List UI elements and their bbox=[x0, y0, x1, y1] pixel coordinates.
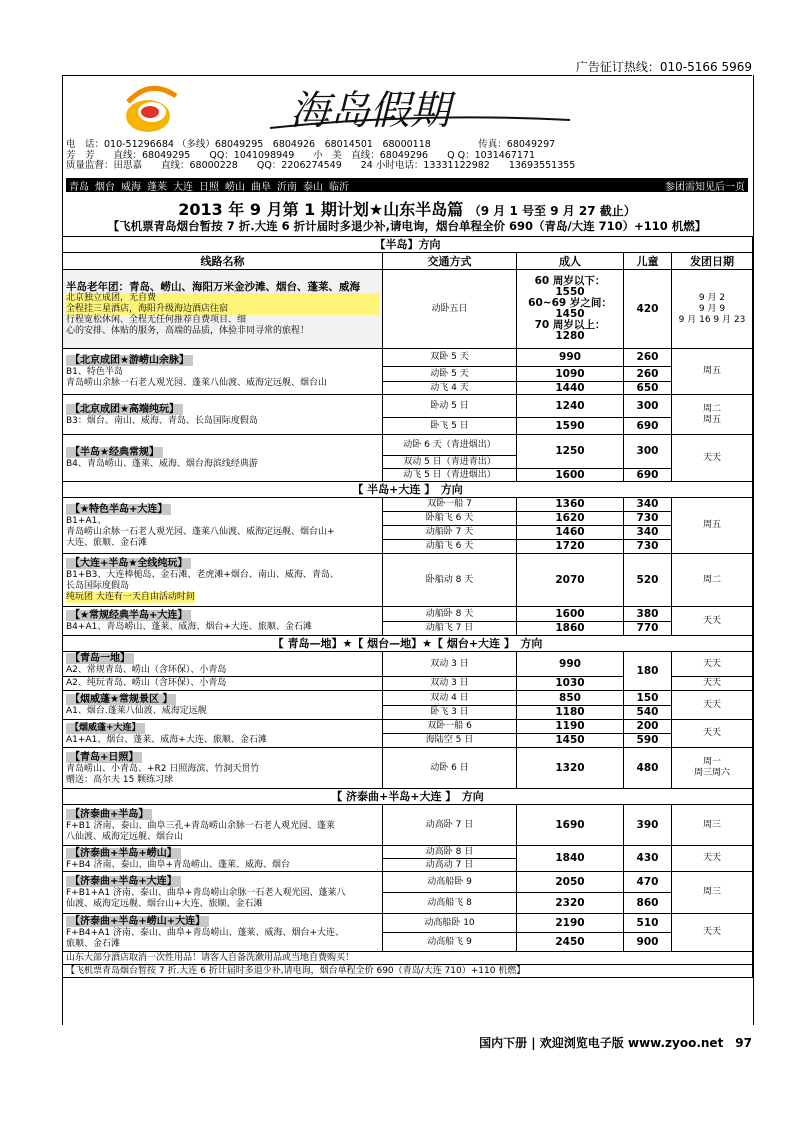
table-row: 【济泰曲+半岛+崂山】 F+B4 济南、泰山、曲阜+青岛崂山、蓬莱、威海、烟台 动高卧 8 日 1840 430 天天 bbox=[63, 846, 753, 859]
section-header: 【 青岛—地】★【 烟台—地】★【 烟台+大连 】 方向 bbox=[63, 636, 753, 652]
ad-hotline: 广告征订热线：010-5166 5969 bbox=[575, 60, 752, 74]
route-desc: B1+A1、 bbox=[66, 515, 107, 526]
depart-dates: 9 月 2 9 月 9 9 月 16 9 月 23 bbox=[672, 270, 753, 349]
route-desc: F+B4 济南、泰山、曲阜+青岛崂山、蓬莱、威海、烟台 bbox=[66, 859, 291, 870]
table-row: 【烟威蓬+大连】 A1+A1、烟台、蓬莱、威海+大连、旅顺、金石滩 双卧一船 6 1190 200 天天 bbox=[63, 720, 753, 734]
table-row: 动高动 7 日 bbox=[63, 859, 753, 872]
table-row bbox=[63, 270, 753, 349]
brand-logo bbox=[120, 82, 600, 138]
adult-price: 1250 bbox=[517, 435, 624, 469]
route-highlight: 北京独立成团，无自费 bbox=[66, 293, 379, 304]
route-desc: B1、特色半岛 bbox=[66, 367, 123, 377]
route-desc: F+B4+A1 济南、泰山、曲阜+青岛崂山、蓬莱、威海、烟台+大连、 bbox=[66, 928, 344, 938]
table-row: 双动 5 日（青进青出） bbox=[63, 456, 753, 469]
table-row: 动飞 4 天 1440 650 bbox=[63, 382, 753, 395]
route-desc: B4、青岛崂山、蓬莱、威海、烟台海滨线经典游 bbox=[66, 459, 258, 469]
route-desc: B4+A1、青岛崂山、蓬莱、威海、烟台+大连、旅顺、金石滩 bbox=[66, 622, 312, 632]
logo-text: 海岛假期 bbox=[290, 88, 450, 134]
contact-block bbox=[66, 140, 746, 172]
depart-dates: 周五 bbox=[672, 349, 753, 395]
table-row: 动船飞 6 天 1720 730 bbox=[63, 540, 753, 554]
route-title: 【半岛★经典常规】 bbox=[66, 447, 163, 458]
transport: 卧船动 8 天 bbox=[383, 554, 517, 607]
col-date: 发团日期 bbox=[672, 253, 753, 270]
table-row: 动船飞 7 日 1860 770 bbox=[63, 622, 753, 636]
depart-dates: 周五 bbox=[672, 498, 753, 554]
child-price: 300 bbox=[624, 435, 672, 469]
child-price: 180 bbox=[624, 652, 672, 691]
route-title: 【烟威蓬★常规景区 】 bbox=[66, 694, 176, 705]
col-transport: 交通方式 bbox=[383, 253, 517, 270]
route-desc: B3：烟台、南山、威海、青岛、长岛国际度假岛 bbox=[66, 415, 258, 426]
transport: 卧动 5 日 bbox=[383, 395, 517, 418]
route-title: 【青岛+日照】 bbox=[66, 752, 142, 763]
nav-item: 泰山 bbox=[303, 181, 323, 193]
route-desc: A2、常规青岛、崂山（含环保）、小青岛 bbox=[66, 665, 227, 675]
route-title: 【北京成团★高端纯玩】 bbox=[66, 404, 183, 415]
route-desc: B1+B3、大连棒槌岛、金石滩、老虎滩+烟台、南山、威海、青岛、 bbox=[66, 570, 339, 580]
adult-price: 1240 bbox=[517, 395, 624, 418]
table-row: 【烟威蓬★常规景区 】 A1、烟台.蓬莱八仙渡、威海定远舰 双动 4 日 850 150 天天 bbox=[63, 691, 753, 706]
title-main: 2013 年 9 月第 1 期计划★山东半岛篇 bbox=[178, 200, 464, 219]
route-title: 【烟威蓬+大连】 bbox=[66, 723, 145, 734]
table-row: 动船卧 7 天 1460 340 bbox=[63, 526, 753, 540]
route-highlight: 纯玩团 大连有一天自由活动时间 bbox=[66, 592, 195, 602]
adult-price: 2070 bbox=[517, 554, 624, 607]
route-title: 【北京成团★游崂山余脉】 bbox=[66, 355, 193, 366]
route-title: 【★常规经典半岛+大连】 bbox=[66, 610, 191, 621]
table-row: 卧船飞 6 天 1620 730 bbox=[63, 512, 753, 526]
contact-line-3: 质量监督：田思嘉 直线：68000228 QQ：2206274549 24 小时电话：13331122982 13693551355 bbox=[66, 160, 576, 171]
nav-item: 日照 bbox=[199, 181, 219, 193]
table-row: 动卧 5 天 1090 260 bbox=[63, 367, 753, 382]
route-desc: 青岛崂山、小青岛、+R2 日照海滨、竹洞天贯竹 bbox=[66, 763, 260, 774]
table-row: A2、纯玩青岛、崂山（含环保）、小青岛 双动 3 日 1030 天天 bbox=[63, 677, 753, 691]
itinerary-table bbox=[62, 236, 753, 978]
adult-price: 60 周岁以下： 1550 60~69 岁之间： 1450 70 周岁以上： 1280 bbox=[517, 270, 624, 349]
table-row: 【★常规经典半岛+大连】 B4+A1、青岛崂山、蓬莱、威海、烟台+大连、旅顺、金石滩 动船卧 8 天 1600 380 天天 bbox=[63, 607, 753, 622]
route-desc: 仙渡、威海定远舰、烟台山+大连、旅顺、金石滩 bbox=[66, 899, 263, 909]
page-title bbox=[66, 197, 748, 220]
nav-item-notice: 参团需知见后一页 bbox=[665, 181, 745, 193]
depart-dates: 周二 周五 bbox=[672, 395, 753, 435]
child-price: 520 bbox=[624, 554, 672, 607]
route-desc: A1、烟台.蓬莱八仙渡、威海定远舰 bbox=[66, 706, 207, 716]
table-row: 【青岛一地】 A2、常规青岛、崂山（含环保）、小青岛 双动 3 日 990 180 天天 bbox=[63, 652, 753, 677]
transport: 动卧五日 bbox=[383, 270, 517, 349]
route-desc: 青岛崂山余脉一石老人观光园、蓬莱八仙渡、威海定远舰、烟台山 bbox=[66, 378, 328, 388]
route-title: 【青岛一地】 bbox=[66, 653, 134, 664]
route-title: 【大连+半岛★全线纯玩】 bbox=[66, 558, 191, 569]
table-row: 【济泰曲+半岛+崂山+大连】 F+B4+A1 济南、泰山、曲阜+青岛崂山、蓬莱、威海、烟台+大连、 旅顺、金石滩 动高船卧 10 2190 510 天天 bbox=[63, 914, 753, 933]
route-title: 【济泰曲+半岛+大连】 bbox=[66, 876, 181, 887]
table-row bbox=[63, 435, 753, 456]
route-title: 半岛老年团：青岛、崂山、海阳万米金沙滩、烟台、蓬莱、威海 bbox=[66, 280, 360, 293]
table-row bbox=[63, 395, 753, 418]
nav-item: 崂山 bbox=[225, 181, 245, 193]
nav-item: 大连 bbox=[173, 181, 193, 193]
table-row: 【济泰曲+半岛+大连】 F+B1+A1 济南、泰山、曲阜+青岛崂山余脉一石老人观光园、蓬莱八 仙渡、威海定远舰、烟台山+大连、旅顺、金石滩 动高船卧 9 2050 470 周三 bbox=[63, 872, 753, 893]
route-title: 【济泰曲+半岛+崂山+大连】 bbox=[66, 916, 209, 927]
table-row: 卧飞 5 日 1590 690 bbox=[63, 418, 753, 435]
contact-line-2: 芳 芳 直线：68049295 QQ：1041098949 小 美 直线：68049296 Q Q：1031467171 bbox=[66, 149, 536, 161]
route-desc: 青岛崂山余脉一石老人观光园、蓬莱八仙渡、威海定远舰、烟台山+ bbox=[66, 526, 335, 537]
child-price: 420 bbox=[624, 270, 672, 349]
route-highlight: 全程挂三星酒店，海阳升级海边酒店住宿 bbox=[66, 304, 379, 315]
col-child: 儿童 bbox=[624, 253, 672, 270]
child-price: 300 bbox=[624, 395, 672, 418]
col-route: 线路名称 bbox=[63, 253, 383, 270]
route-desc: 心的安排、体贴的服务，高端的品质，体验非同寻常的旅程！ bbox=[66, 325, 310, 336]
nav-item: 沂南 bbox=[277, 181, 297, 193]
route-title: 【济泰曲+半岛+崂山】 bbox=[66, 848, 181, 859]
table-row: 动高船飞 8 2320 860 bbox=[63, 893, 753, 914]
nav-item: 威海 bbox=[121, 181, 141, 193]
title-sub: （9 月 1 号至 9 月 27 截止） bbox=[468, 204, 636, 218]
section-header: 【 济泰曲+半岛+大连 】 方向 bbox=[63, 789, 753, 805]
route-desc: A1+A1、烟台、蓬莱、威海+大连、旅顺、金石滩 bbox=[66, 734, 267, 745]
section-header: 【 半岛+大连 】 方向 bbox=[63, 482, 753, 498]
table-row: 动飞 5 日（青进烟出） 1600 690 bbox=[63, 469, 753, 482]
destination-bar bbox=[66, 178, 748, 192]
table-row: 【青岛+日照】 青岛崂山、小青岛、+R2 日照海滨、竹洞天贯竹 赠送：高尔夫 15 颗练习球 动卧 6 日 1320 480 周一 周三周六 bbox=[63, 748, 753, 789]
route-desc: F+B1+A1 济南、泰山、曲阜+青岛崂山余脉一石老人观光园、蓬莱八 bbox=[66, 888, 346, 898]
nav-item: 临沂 bbox=[329, 181, 349, 193]
col-adult: 成人 bbox=[517, 253, 624, 270]
depart-dates: 周二 bbox=[672, 554, 753, 607]
nav-item: 曲阜 bbox=[251, 181, 271, 193]
airfare-notice: 【飞机票青岛烟台暂按 7 折.大连 6 折计届时多退少补,请电询，烟台单程全价 690（青岛/大连 710）+110 机燃】 bbox=[107, 219, 707, 233]
depart-dates: 天天 bbox=[672, 607, 753, 636]
table-row: 【济泰曲+半岛】 F+B1 济南、泰山、曲阜三孔+青岛崂山余脉一石老人观光园、蓬莱 八仙渡、威海定远舰、烟台山 动高卧 7 日 1690 390 周三 bbox=[63, 805, 753, 846]
child-price: 260 bbox=[624, 349, 672, 367]
nav-item: 蓬莱 bbox=[147, 181, 167, 193]
route-title: 【济泰曲+半岛】 bbox=[66, 809, 152, 820]
column-headers bbox=[63, 253, 753, 270]
route-desc: 赠送：高尔夫 15 颗练习球 bbox=[66, 774, 174, 785]
page-footer: 国内下册 | 欢迎浏览电子版 www.zyoo.net 97 bbox=[479, 1036, 752, 1050]
route-desc: 行程宽松休闲、全程无任何推荐自费项目、细 bbox=[66, 314, 247, 325]
table-row: 卧飞 3 日 1180 540 bbox=[63, 706, 753, 720]
route-title: 【★特色半岛+大连】 bbox=[66, 504, 171, 515]
table-row: 动高船飞 9 2450 900 bbox=[63, 933, 753, 952]
depart-dates: 天天 bbox=[672, 435, 753, 482]
swirl-logo-icon bbox=[126, 88, 176, 132]
table-row: 海陆空 5 日 1450 590 bbox=[63, 734, 753, 748]
nav-item: 烟台 bbox=[95, 181, 115, 193]
section-header: 【半岛】方向 bbox=[63, 237, 753, 253]
route-desc: 长岛国际度假岛 bbox=[66, 581, 130, 591]
transport: 双卧 5 天 bbox=[383, 349, 517, 367]
table-row bbox=[63, 349, 753, 367]
nav-item: 青岛 bbox=[69, 181, 89, 193]
transport: 动卧 6 天（青进烟出） bbox=[383, 435, 517, 456]
footnote-row: 【飞机票青岛烟台暂按 7 折.大连 6 折计届时多退少补,请电询，烟台单程全价 690（青岛/大连 710）+110 机燃】 bbox=[63, 965, 753, 978]
table-row bbox=[63, 554, 753, 607]
route-desc: F+B1 济南、泰山、曲阜三孔+青岛崂山余脉一石老人观光园、蓬莱 bbox=[66, 820, 336, 831]
route-desc: 大连、旅顺、金石滩 bbox=[66, 537, 148, 548]
route-desc: 八仙渡、威海定远舰、烟台山 bbox=[66, 831, 184, 842]
footnote-row: 山东大部分酒店取消一次性用品！请客人自备洗漱用品或当地自费购买！ bbox=[63, 952, 753, 965]
route-desc: 旅顺、金石滩 bbox=[66, 939, 121, 949]
contact-line-1: 电 话：010-51296684 （多线）68049295 6804926 68014501 68000118 传真：68049297 bbox=[66, 139, 556, 150]
table-row: 【★特色半岛+大连】 B1+A1、 青岛崂山余脉一石老人观光园、蓬莱八仙渡、威海定远舰、烟台山+ 大连、旅顺、金石滩 双卧一船 7 1360 340 周五 bbox=[63, 498, 753, 512]
adult-price: 990 bbox=[517, 349, 624, 367]
